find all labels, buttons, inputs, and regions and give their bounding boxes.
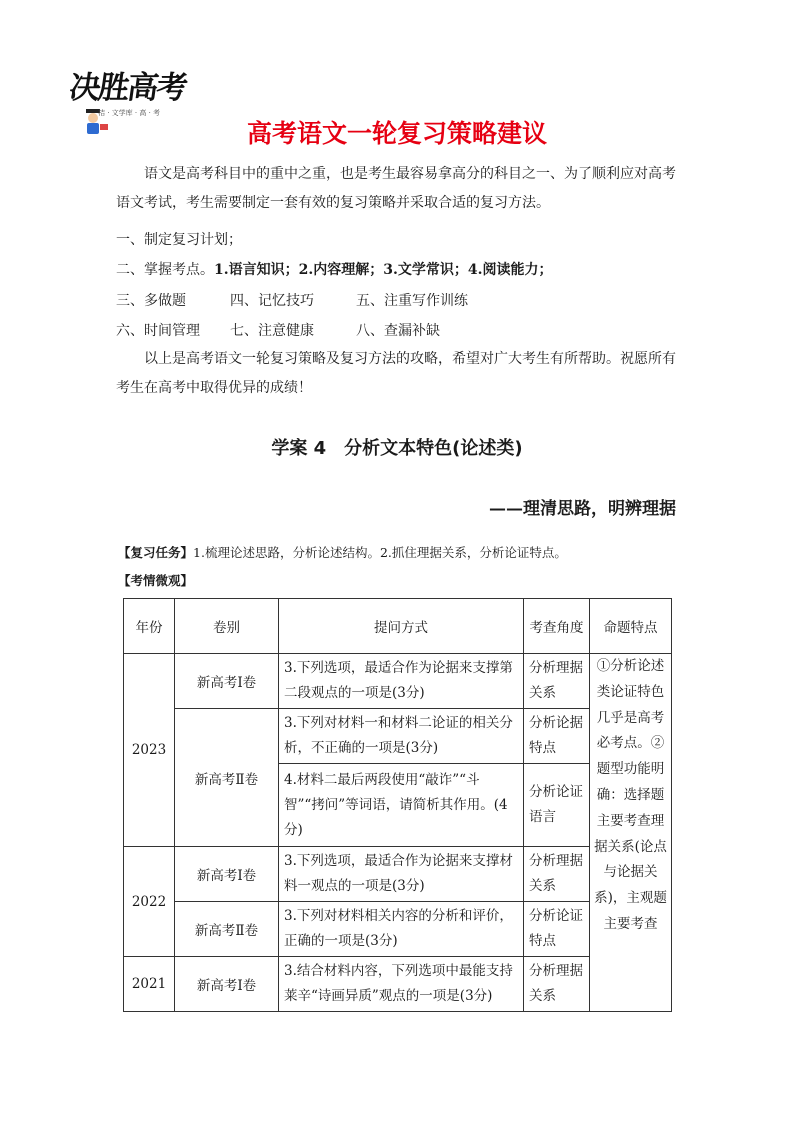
review-task — [118, 543, 567, 561]
table-header-row — [124, 599, 672, 654]
table-row — [124, 709, 672, 764]
table-row — [124, 847, 672, 902]
cell-question: 3.下列选项，最适合作为论据来支撑第二段观点的一项是(3分) — [279, 654, 524, 709]
cell-paper: 新高考Ⅰ卷 — [175, 654, 279, 709]
intro-paragraph: 语文是高考科目中的重中之重，也是考生最容易拿高分的科目之一、为了顺利应对高考语文考试，考生需要制定一套有效的复习策略并采取合适的复习方法。 — [116, 166, 676, 211]
cell-angle: 分析理据关系 — [524, 957, 590, 1012]
cell-angle: 分析论证特点 — [524, 902, 590, 957]
list-item-writing: 五、注重写作训练 — [356, 293, 468, 309]
cell-question: 3.下列对材料一和材料二论证的相关分析，不正确的一项是(3分) — [279, 709, 524, 764]
review-task-text: 1.梳理论述思路，分析论述结构。2.抓住理据关系，分析论证特点。 — [193, 545, 567, 560]
list-row-4 — [116, 320, 440, 340]
list-item-review: 八、查漏补缺 — [356, 323, 440, 339]
header-angle: 考查角度 — [524, 599, 590, 654]
cell-paper: 新高考Ⅱ卷 — [175, 902, 279, 957]
list-item-time: 六、时间管理 — [116, 323, 200, 339]
list-item-practice: 三、多做题 — [116, 293, 186, 309]
table-row — [124, 654, 672, 709]
cell-question: 4.材料二最后两段使用“敲诈”“斗智”“拷问”等词语，请简析其作用。(4分) — [279, 764, 524, 847]
cell-angle: 分析论据特点 — [524, 709, 590, 764]
table-row — [124, 902, 672, 957]
list-item-plan: 一、制定复习计划； — [116, 232, 242, 248]
cell-angle: 分析理据关系 — [524, 654, 590, 709]
cell-paper: 新高考Ⅰ卷 — [175, 957, 279, 1012]
logo-text: 决胜高考 — [66, 70, 189, 106]
cell-year: 2023 — [124, 654, 175, 847]
cell-question: 3.下列选项，最适合作为论据来支撑材料一观点的一项是(3分) — [279, 847, 524, 902]
cell-year: 2021 — [124, 957, 175, 1012]
cell-year: 2022 — [124, 847, 175, 957]
page-title: 高考语文一轮复习策略建议 — [246, 119, 547, 148]
header-paper: 卷别 — [175, 599, 279, 654]
keypoints-detail: 1.语言知识；2.内容理解；3.文学常识；4.阅读能力； — [214, 262, 553, 278]
review-task-tag: 【复习任务】 — [118, 545, 194, 560]
list-item-health: 七、注意健康 — [230, 323, 314, 339]
header-year: 年份 — [124, 599, 175, 654]
conclusion-paragraph: 以上是高考语文一轮复习策略及复习方法的攻略，希望对广大考生有所帮助。祝愿所有考生在高考中取得优异的成绩！ — [116, 351, 676, 396]
header-feature: 命题特点 — [590, 599, 672, 654]
keypoints-label: 二、掌握考点。 — [116, 262, 214, 278]
cell-feature: ①分析论述类论证特色几乎是高考必考点。②题型功能明确：选择题主要考查理据关系(论点与论据关系)，主观题主要考查 — [590, 654, 672, 1012]
header-question: 提问方式 — [279, 599, 524, 654]
cell-question: 3.下列对材料相关内容的分析和评价，正确的一项是(3分) — [279, 902, 524, 957]
exam-table — [123, 598, 672, 1012]
cell-angle: 分析论证语言 — [524, 764, 590, 847]
cell-question: 3.结合材料内容，下列选项中最能支持莱辛“诗画异质”观点的一项是(3分) — [279, 957, 524, 1012]
list-item-keypoints — [116, 259, 552, 279]
list-item-memory: 四、记忆技巧 — [230, 293, 314, 309]
cell-paper: 新高考Ⅱ卷 — [175, 709, 279, 847]
cell-paper: 新高考Ⅰ卷 — [175, 847, 279, 902]
case-title: 学案 4 分析文本特色(论述类) — [271, 438, 523, 459]
list-row-3 — [116, 290, 468, 310]
case-subtitle: ——理清思路，明辨理据 — [489, 499, 676, 519]
exam-overview-tag: 【考情微观】 — [118, 573, 194, 588]
logo-subtext: 桔 · 文学库 · 高 · 考 — [98, 109, 161, 117]
table-row — [124, 957, 672, 1012]
cell-angle: 分析理据关系 — [524, 847, 590, 902]
